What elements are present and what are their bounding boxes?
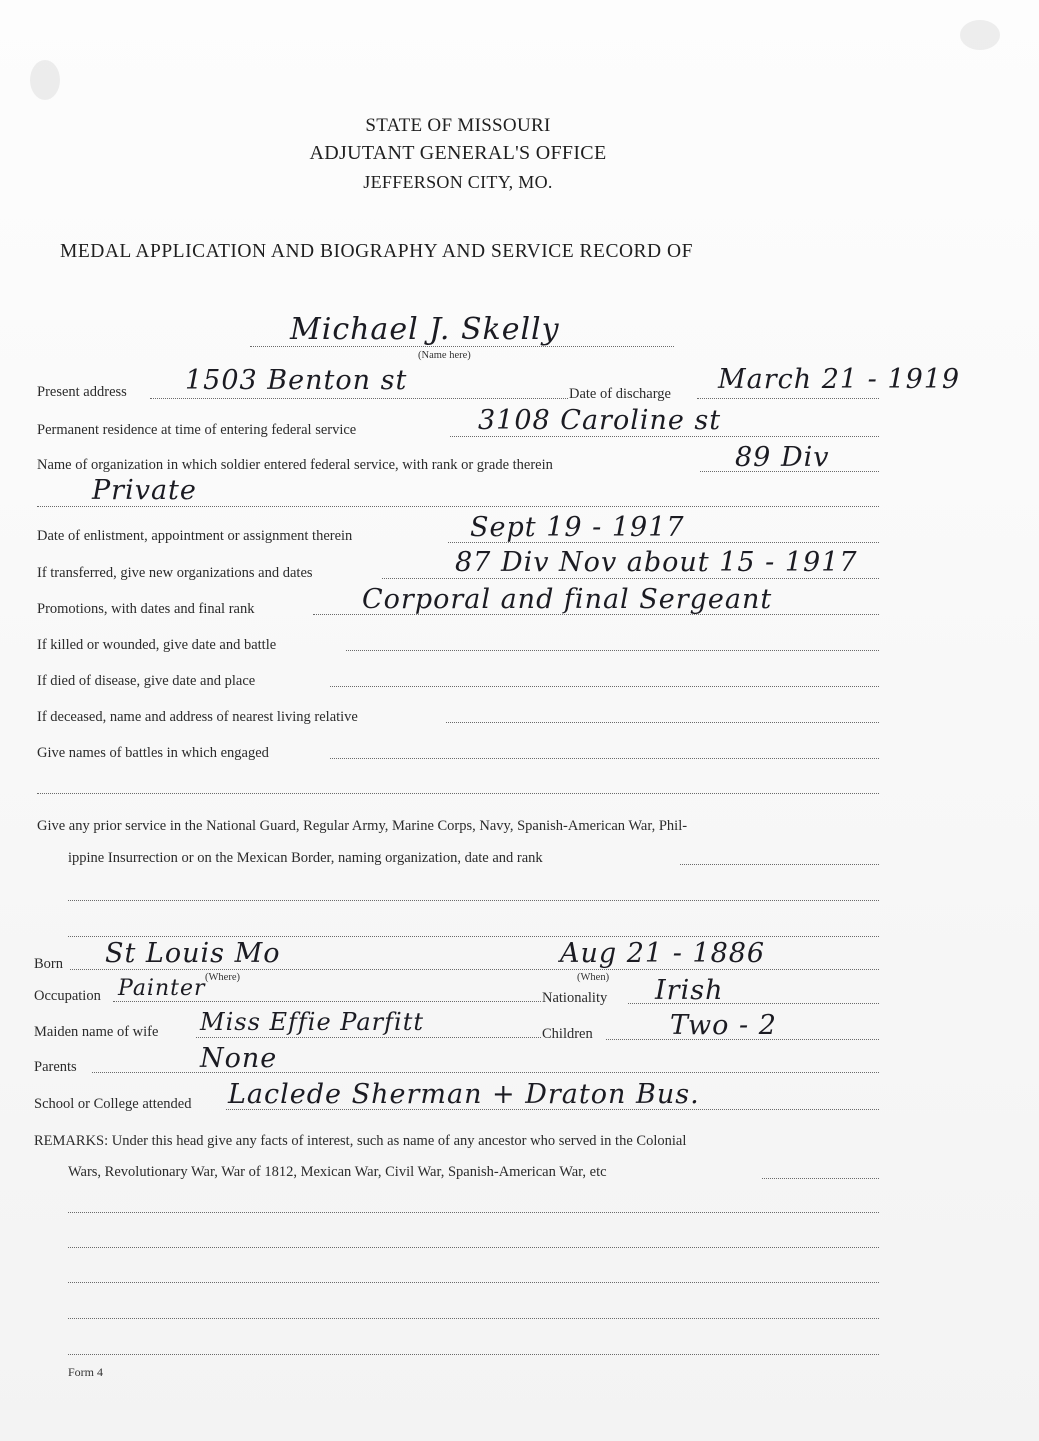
remarks-line-5 — [68, 1318, 879, 1319]
killed-line — [346, 650, 879, 651]
battles-line — [330, 758, 879, 759]
present-address-line — [150, 398, 568, 399]
parents-value: None — [200, 1043, 278, 1074]
residence-label: Permanent residence at time of entering federal service — [37, 422, 357, 438]
born-where-value: St Louis Mo — [105, 938, 281, 969]
nationality-label: Nationality — [542, 990, 608, 1006]
born-line — [70, 969, 879, 970]
occupation-label: Occupation — [34, 988, 101, 1004]
occupation-line — [113, 1001, 541, 1002]
school-value: Laclede Sherman + Draton Bus. — [228, 1079, 700, 1110]
residence-value: 3108 Caroline st — [478, 405, 722, 436]
children-value: Two - 2 — [670, 1010, 777, 1041]
form-number: Form 4 — [68, 1365, 104, 1379]
remarks-line-3 — [68, 1247, 879, 1248]
promotions-label: Promotions, with dates and final rank — [37, 601, 255, 617]
header-state: STATE OF MISSOURI — [365, 115, 551, 136]
form-title: MEDAL APPLICATION AND BIOGRAPHY AND SERVICE RECORD OF — [60, 241, 693, 262]
remarks-label-2: Wars, Revolutionary War, War of 1812, Mexican War, Civil War, Spanish-American War, etc — [68, 1164, 607, 1180]
prior-service-label-2: ippine Insurrection or on the Mexican Border, naming organization, date and rank — [68, 850, 543, 866]
born-when-value: Aug 21 - 1886 — [560, 938, 766, 969]
disease-line — [330, 686, 879, 687]
remarks-line-6 — [68, 1354, 879, 1355]
name-value: Michael J. Skelly — [290, 312, 560, 347]
born-label: Born — [34, 956, 63, 972]
promotions-value: Corporal and final Sergeant — [362, 584, 773, 615]
parents-label: Parents — [34, 1059, 77, 1075]
organization-label: Name of organization in which soldier entered federal service, with rank or grade therein — [37, 457, 553, 473]
born-when-caption: (When) — [577, 972, 610, 983]
residence-line — [450, 436, 879, 437]
name-line — [250, 346, 674, 347]
wife-value: Miss Effie Parfitt — [200, 1008, 425, 1036]
relative-line — [446, 722, 879, 723]
relative-label: If deceased, name and address of nearest living relative — [37, 709, 358, 725]
header-office: ADJUTANT GENERAL'S OFFICE — [309, 142, 607, 164]
occupation-value: Painter — [118, 976, 206, 1001]
name-caption: (Name here) — [418, 350, 471, 361]
header-city: JEFFERSON CITY, MO. — [363, 172, 553, 192]
wife-line — [196, 1037, 541, 1038]
discharge-line — [697, 398, 879, 399]
organization-line-2 — [37, 506, 879, 507]
children-label: Children — [542, 1026, 593, 1042]
transferred-value: 87 Div Nov about 15 - 1917 — [455, 547, 858, 578]
remarks-line-2 — [68, 1212, 879, 1213]
discharge-label: Date of discharge — [569, 386, 671, 402]
transferred-line — [382, 578, 879, 579]
scan-smudge — [30, 60, 60, 100]
remarks-label-1: REMARKS: Under this head give any facts of interest, such as name of any ancestor who served in the Colonial — [34, 1133, 687, 1149]
enlistment-value: Sept 19 - 1917 — [470, 512, 685, 543]
battles-label: Give names of battles in which engaged — [37, 745, 269, 761]
transferred-label: If transferred, give new organizations and dates — [37, 565, 313, 581]
enlistment-label: Date of enlistment, appointment or assignment therein — [37, 528, 353, 544]
school-label: School or College attended — [34, 1096, 192, 1112]
organization-value: 89 Div — [735, 442, 830, 473]
remarks-line-4 — [68, 1282, 879, 1283]
present-address-label: Present address — [37, 384, 127, 400]
wife-label: Maiden name of wife — [34, 1024, 159, 1040]
disease-label: If died of disease, give date and place — [37, 673, 256, 689]
scan-smudge — [960, 20, 1000, 50]
remarks-line — [762, 1178, 879, 1179]
battles-line-2 — [37, 793, 879, 794]
killed-label: If killed or wounded, give date and battle — [37, 637, 277, 653]
prior-service-label-1: Give any prior service in the National Guard, Regular Army, Marine Corps, Navy, Spanish-American War, Phil- — [37, 818, 688, 834]
born-where-caption: (Where) — [205, 972, 240, 983]
prior-service-line — [680, 864, 879, 865]
present-address-value: 1503 Benton st — [185, 365, 408, 396]
organization-rank-value: Private — [92, 475, 197, 506]
prior-service-line-2 — [68, 900, 879, 901]
prior-service-line-3 — [68, 936, 879, 937]
discharge-value: March 21 - 1919 — [718, 364, 961, 395]
nationality-value: Irish — [655, 975, 724, 1006]
